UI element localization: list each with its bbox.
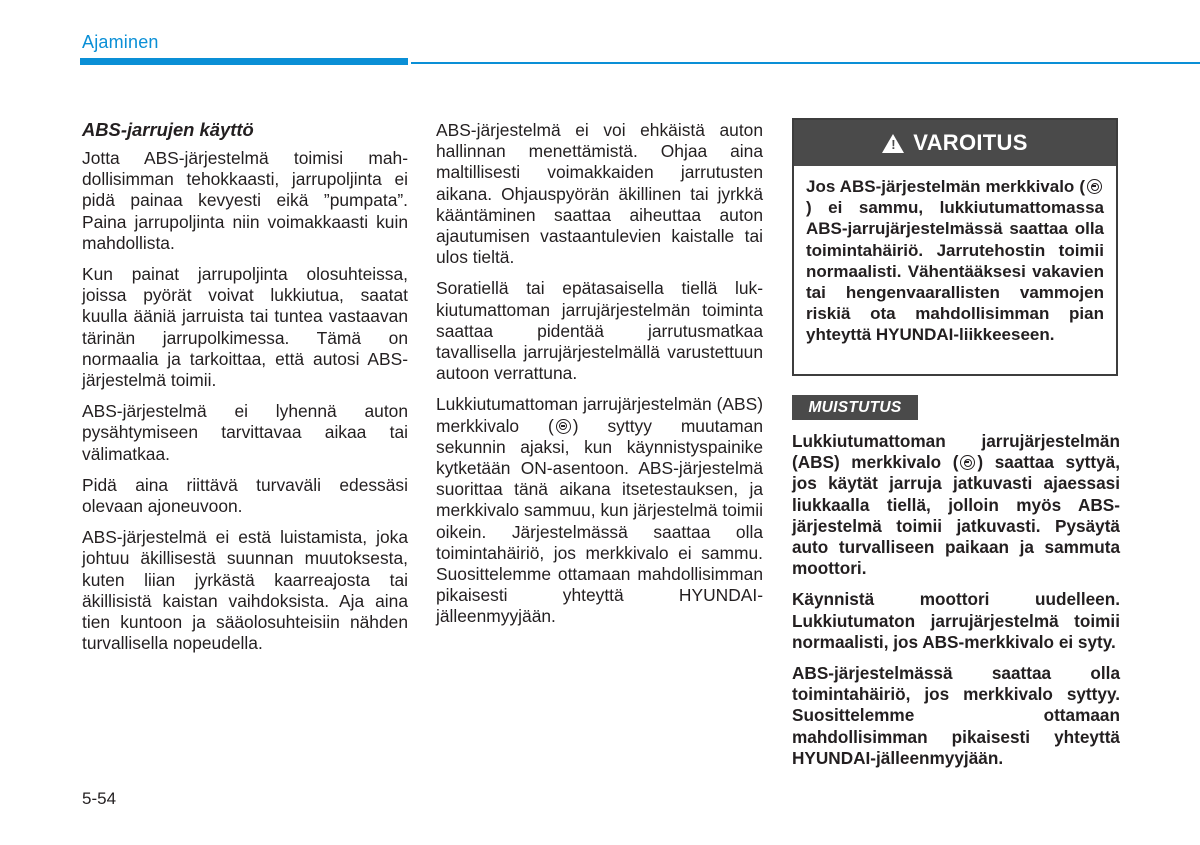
section-heading: ABS-jarrujen käyttö [82,119,254,140]
paragraph-with-icon [792,431,1120,579]
text: Lukkiutumattoman jarrujärjestelmän (ABS) merkkivalo ( [436,394,763,436]
paragraph: Kun painat jarrupoljinta olosuhteissa, joissa pyörät voivat lukkiutua, saatat kuulla ääniä jarruista tai tuntea vastaavan tärinän jarrupolkimessa. Tämä on normaalia ja tarkoittaa, että autosi ABS-järjestelmä toimii. [82,264,408,391]
note-body [792,431,1120,779]
note-badge: MUISTUTUS [792,395,918,420]
paragraph: Soratiellä tai epätasaisella tiellä lukkiutumattoman jarrujärjestelmän toiminta saattaa pidentää jarrutusmatkaa tavallisella jarrujärjestelmällä varustettuun autoon verrattuna. [436,278,763,384]
paragraph: Jotta ABS-järjestelmä toimisi mahdollisimman tehokkaasti, jarrupoljinta ei pidä painaa kevyesti eikä ”pumpata”. Paina jarrupoljinta niin voimakkaasti kuin mahdollista. [82,148,408,253]
paragraph: ABS-järjestelmässä saattaa olla toimintahäiriö, jos merkkivalo syttyy. Suosittelemme ottamaan mahdollisimman pikaisesti yhteyttä HYUNDAI-jälleenmyyjään. [792,663,1120,768]
paragraph: ABS-järjestelmä ei estä luistamista, joka johtuu äkillisestä suunnan muutoksesta, kuten liian jyrkästä kaarreajosta tai äkillisistä kaistan vaihdoksista. Aja aina tien kuntoon ja sääolosuhteisiin nähden turvallisella nopeudella. [82,527,408,654]
text: Lukkiutumattoman jarrujärjestelmän (ABS) merkkivalo ( [792,431,1120,473]
section-title: Ajaminen [82,32,159,52]
paragraph: ABS-järjestelmä ei voi ehkäistä auton hallinnan menettämistä. Ohjaa aina maltillisesti voimakkaiden jarrutusten aikana. Ohjauspyörän äkillinen tai jyrkkä kääntäminen saattaa aiheuttaa auton ajautumisen vastaantulevien kaistalle tai ulos tieltä. [436,120,763,268]
warning-box [792,118,1118,376]
abs-warning-light-icon [960,455,975,470]
column-left [82,118,408,664]
warning-body [794,166,1116,346]
text: ) syttyy muutaman sekunnin ajaksi, kun käynnistyspainike kytketään ON-asentoon. ABS-järjestelmä suorittaa tänä aikana itsetestauksen, ja merkkivalo sammuu, kun järjestelmä toimii oikein. Järjestelmässä saattaa olla toimintahäiriö, jos merkkivalo ei sammu. Suosittelemme ottamaan mahdollisimman pikaisesti yhteyttä HYUNDAI-jälleenmyyjään. [436,415,763,627]
text: ) ei sammu, lukkiutumattomassa ABS-jarrujärjestelmässä saattaa olla toimintahäiriö. Jarrutehostin toimii normaalisti. Vähentääksesi vakavien tai hengenvaarallisten vammojen riskiä ota mahdollisimman pian yhteyttä HYUNDAI-liikkeeseen. [806,198,1104,345]
text: Jos ABS-järjestelmän merkkivalo ( [806,177,1085,196]
header-rule-thin [411,62,1200,64]
abs-warning-light-icon [1087,179,1102,194]
paragraph: Pidä aina riittävä turvaväli edessäsi olevaan ajoneuvoon. [82,474,408,517]
page-number: 5-54 [82,789,117,808]
paragraph: Käynnistä moottori uudelleen. Lukkiutumaton jarrujärjestelmä toimii normaalisti, jos ABS-merkkivalo ei syty. [792,589,1120,652]
text: ) saattaa syttyä, jos käytät jarruja jatkuvasti ajaessasi liukkaalla tiellä, jolloin myös ABS-järjestelmä toimii jatkuvasti. Pysäytä auto turvalliseen paikaan ja sammuta moottori. [792,452,1120,579]
warning-header [794,120,1116,166]
paragraph: ABS-järjestelmä ei lyhennä auton pysähtymiseen tarvittavaa aikaa tai välimatkaa. [82,401,408,464]
column-middle [436,120,763,638]
paragraph-with-icon [436,394,763,627]
warning-triangle-icon: ! [882,134,904,153]
warning-title: VAROITUS [913,130,1028,155]
abs-warning-light-icon [556,419,571,434]
header-rule-thick [80,58,408,65]
